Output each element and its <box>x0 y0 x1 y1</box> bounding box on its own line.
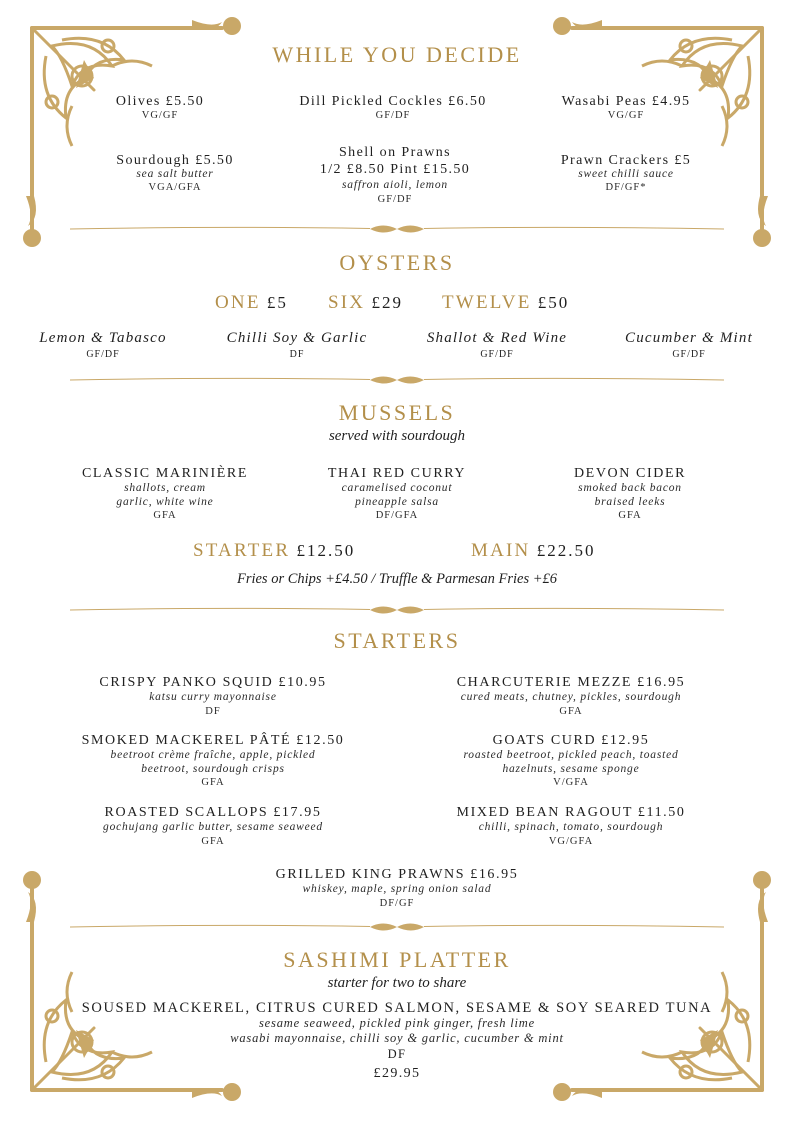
item-desc: hazelnuts, sesame sponge <box>502 762 640 775</box>
mussels-side-extras: Fries or Chips +£4.50 / Truffle & Parmesan Fries +£6 <box>236 571 558 587</box>
item-desc: shallots, cream <box>124 482 206 494</box>
item-desc: whiskey, maple, spring onion salad <box>302 883 492 895</box>
dressing-name: Lemon & Tabasco <box>39 330 167 346</box>
dressing-name: Cucumber & Mint <box>625 330 753 346</box>
item-name: Sourdough £5.50 <box>116 153 234 168</box>
section-divider <box>70 222 724 236</box>
mussels-price-starter <box>193 540 355 562</box>
menu-item-shell-on-prawns <box>292 145 498 206</box>
item-tag: GFA <box>618 510 642 521</box>
section-title-sashimi-platter: SASHIMI PLATTER <box>283 947 511 972</box>
oyster-dressing-cucumber-mint <box>604 330 774 360</box>
oyster-dressing-chilli-soy-garlic <box>206 330 388 360</box>
section-subtitle: served with sourdough <box>328 428 466 444</box>
price-label: SIX <box>328 292 366 313</box>
price-label: ONE <box>215 292 261 313</box>
sashimi-platter-item <box>40 1000 754 1086</box>
item-name: Olives £5.50 <box>115 94 205 109</box>
item-name: Dill Pickled Cockles £6.50 <box>299 94 487 109</box>
menu-item-wasabi-peas <box>536 95 716 122</box>
mussels-devon-cider <box>525 466 735 523</box>
dressing-tag: GF/DF <box>86 349 120 360</box>
item-name: CRISPY PANKO SQUID £10.95 <box>99 675 327 690</box>
item-tag: VG/GFA <box>548 835 594 847</box>
starter-grilled-king-prawns <box>230 867 564 910</box>
item-tag: VGA/GFA <box>148 182 202 193</box>
menu-item-dill-pickled-cockles <box>262 95 524 122</box>
item-name: DEVON CIDER <box>573 466 687 481</box>
item-desc: beetroot, sourdough crisps <box>141 762 285 775</box>
item-tag: DF <box>205 705 221 717</box>
item-name: ROASTED SCALLOPS £17.95 <box>104 805 322 820</box>
item-name: GRILLED KING PRAWNS £16.95 <box>275 867 519 882</box>
menu-item-olives <box>90 95 230 122</box>
item-tag: V/GFA <box>553 777 589 788</box>
item-tag: GF/DF <box>377 193 413 205</box>
starter-mixed-bean-ragout <box>410 805 732 848</box>
item-name: SOUSED MACKEREL, CITRUS CURED SALMON, SESAME & SOY SEARED TUNA <box>81 1000 713 1016</box>
section-title-oysters: OYSTERS <box>339 250 455 275</box>
item-name: CHARCUTERIE MEZZE £16.95 <box>456 675 686 690</box>
starter-smoked-mackerel-pate <box>50 733 376 790</box>
item-desc: sea salt butter <box>136 167 214 180</box>
item-price: 1/2 £8.50 Pint £15.50 <box>319 162 471 177</box>
section-divider <box>70 603 724 617</box>
item-name: Wasabi Peas £4.95 <box>561 94 691 109</box>
mussels-classic-mariniere <box>60 466 270 523</box>
item-tag: DF/GF* <box>605 182 647 193</box>
starter-crispy-panko-squid <box>50 675 376 718</box>
price-value: £29 <box>371 293 403 312</box>
item-desc: wasabi mayonnaise, chilli soy & garlic, cucumber & mint <box>230 1031 564 1045</box>
menu-item-prawn-crackers <box>536 154 716 195</box>
item-name: THAI RED CURRY <box>327 466 467 481</box>
item-tag: VG/GF <box>607 109 645 121</box>
dressing-name: Shallot & Red Wine <box>426 330 568 346</box>
item-desc: chilli, spinach, tomato, sourdough <box>478 821 664 833</box>
oyster-price-six <box>328 292 403 314</box>
item-desc: beetroot crème fraîche, apple, pickled <box>110 749 316 761</box>
item-tag: DF/GFA <box>375 510 419 521</box>
item-name: SMOKED MACKEREL PÂTÉ £12.50 <box>81 733 345 748</box>
item-tag: GFA <box>153 510 177 521</box>
item-tag: VG/GF <box>141 109 179 121</box>
oyster-price-one <box>215 292 288 314</box>
item-desc: caramelised coconut <box>341 482 453 494</box>
starter-goats-curd <box>410 733 732 790</box>
section-subtitle: starter for two to share <box>327 975 467 991</box>
section-title-starters: STARTERS <box>333 628 461 653</box>
item-desc: sweet chilli sauce <box>578 167 674 180</box>
item-desc: garlic, white wine <box>116 495 214 508</box>
item-desc: cured meats, chutney, pickles, sourdough <box>460 691 682 703</box>
item-tag: GF/DF <box>375 109 411 121</box>
item-tag: DF <box>387 1047 407 1061</box>
item-name: Shell on Prawns <box>339 145 451 160</box>
item-desc: saffron aioli, lemon <box>342 179 448 191</box>
item-desc: katsu curry mayonnaise <box>149 691 277 703</box>
item-desc: smoked back bacon <box>578 482 682 494</box>
item-tag: GFA <box>559 705 583 717</box>
dressing-tag: GF/DF <box>672 349 706 360</box>
item-desc: sesame seaweed, pickled pink ginger, fresh lime <box>259 1016 535 1030</box>
section-title-while-you-decide: WHILE YOU DECIDE <box>272 42 522 67</box>
item-tag: GFA <box>201 777 225 788</box>
price-value: £50 <box>537 293 570 312</box>
item-desc: pineapple salsa <box>355 495 439 508</box>
price-value: £12.50 <box>296 541 356 560</box>
item-name: MIXED BEAN RAGOUT £11.50 <box>456 805 686 820</box>
mussels-thai-red-curry <box>292 466 502 523</box>
item-name: CLASSIC MARINIÈRE <box>81 466 249 481</box>
item-price: £29.95 <box>373 1066 421 1081</box>
section-title-mussels: MUSSELS <box>338 400 456 425</box>
price-label: MAIN <box>471 540 531 561</box>
section-divider <box>70 373 724 387</box>
price-value: £5 <box>266 293 288 312</box>
price-value: £22.50 <box>536 541 596 560</box>
item-name: GOATS CURD £12.95 <box>492 733 650 748</box>
item-desc: gochujang garlic butter, sesame seaweed <box>103 821 323 833</box>
oyster-dressing-lemon-tabasco <box>18 330 188 360</box>
dressing-tag: DF <box>289 349 305 360</box>
oyster-price-twelve <box>442 292 569 314</box>
item-tag: DF/GF <box>379 897 415 909</box>
dressing-tag: GF/DF <box>480 349 514 360</box>
oyster-dressing-shallot-red-wine <box>404 330 590 360</box>
item-desc: braised leeks <box>594 495 666 508</box>
price-label: TWELVE <box>442 292 532 313</box>
item-desc: roasted beetroot, pickled peach, toasted <box>463 749 679 761</box>
starter-charcuterie-mezze <box>410 675 732 718</box>
mussels-price-main <box>471 540 595 562</box>
item-tag: GFA <box>201 835 225 847</box>
price-label: STARTER <box>193 540 291 561</box>
item-name: Prawn Crackers £5 <box>560 153 692 168</box>
starter-roasted-scallops <box>50 805 376 848</box>
menu-item-sourdough <box>90 154 260 195</box>
section-divider <box>70 920 724 934</box>
dressing-name: Chilli Soy & Garlic <box>226 330 368 346</box>
